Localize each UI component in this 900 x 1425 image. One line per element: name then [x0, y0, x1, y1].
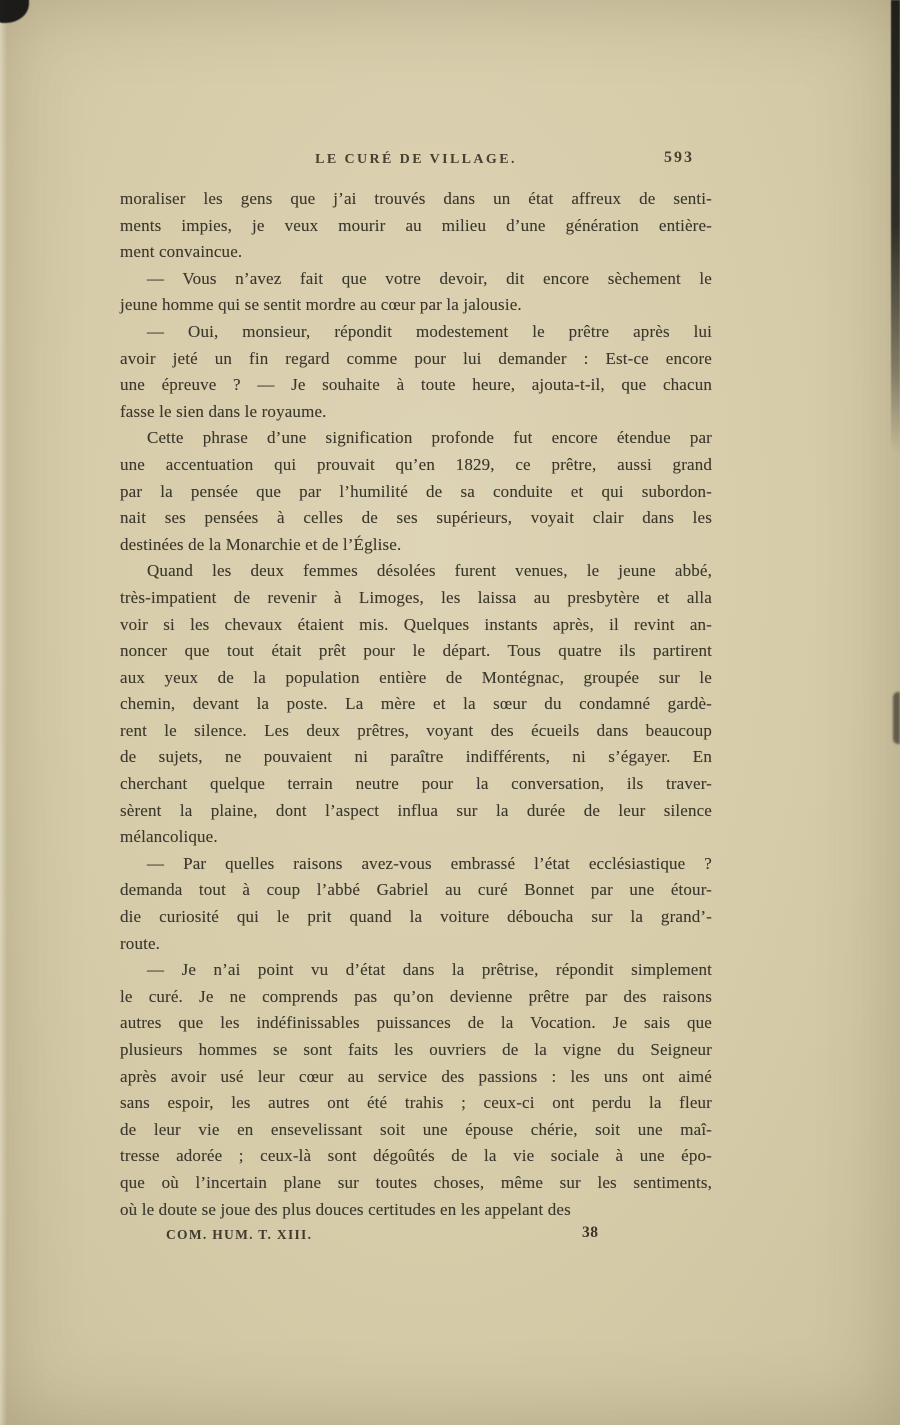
scan-artifact-top-left-corner — [0, 0, 29, 23]
text-line: Quand les deux femmes désolées furent venues, le jeune abbé, — [147, 561, 712, 581]
text-line: fasse le sien dans le royaume. — [120, 401, 327, 421]
paragraph — [120, 266, 712, 319]
text-line: — Vous n’avez fait que votre devoir, dit encore sèchement le — [147, 268, 712, 288]
running-header — [120, 150, 712, 172]
paragraph — [120, 851, 712, 957]
text-line: moraliser les gens que j’ai trouvés dans un état affreux de senti- — [120, 189, 712, 208]
scan-light-left-edge — [0, 0, 7, 1425]
text-line: jeune homme qui se sentit mordre au cœur par la jalousie. — [120, 295, 522, 315]
text-line: voir si les chevaux étaient mis. Quelques instants après, il revint an- — [120, 614, 712, 634]
scan-artifact-right-edge-middle — [893, 692, 900, 744]
text-line: mélancolique. — [120, 827, 218, 847]
page-number: 593 — [664, 149, 694, 166]
text-line: — Oui, monsieur, répondit modestement le prêtre après lui — [147, 321, 712, 341]
text-line: très-impatient de revenir à Limoges, les laissa au presbytère et alla — [120, 587, 712, 607]
text-line: — Par quelles raisons avez-vous embrassé l’état ecclésiastique ? — [147, 853, 712, 873]
paragraph — [120, 319, 712, 425]
running-title: LE CURÉ DE VILLAGE. — [315, 152, 517, 167]
paragraph — [120, 558, 712, 851]
text-line: le curé. Je ne comprends pas qu’on devienne prêtre par des raisons — [120, 986, 712, 1006]
text-line: par la pensée que par l’humilité de sa conduite et qui subordon- — [120, 481, 712, 501]
text-line: nait ses pensées à celles de ses supérieurs, voyait clair dans les — [120, 508, 712, 528]
text-line: de leur vie en ensevelissant soit une épouse chérie, soit une maî- — [120, 1119, 712, 1139]
text-line: cherchant quelque terrain neutre pour la conversation, ils traver- — [120, 774, 712, 794]
paragraph — [120, 957, 712, 1223]
text-line: aux yeux de la population entière de Montégnac, groupée sur le — [120, 667, 712, 687]
text-line: que où l’incertain plane sur toutes choses, même sur les sentiments, — [120, 1172, 712, 1192]
text-line: ments impies, je veux mourir au milieu d’une génération entière- — [120, 215, 712, 235]
text-line: tresse adorée ; ceux-là sont dégoûtés de la vie sociale à une épo- — [120, 1146, 712, 1166]
text-line: destinées de la Monarchie et de l’Église. — [120, 534, 402, 554]
text-line: sèrent la plaine, dont l’aspect influa sur la durée de leur silence — [120, 800, 712, 820]
text-line: de sujets, ne pouvaient ni paraître indifférents, ni s’égayer. En — [120, 747, 712, 767]
text-line: avoir jeté un fin regard comme pour lui demander : Est-ce encore — [120, 348, 712, 368]
scan-artifact-right-edge-top — [891, 0, 900, 452]
edition-signature: COM. HUM. T. XIII. — [166, 1227, 313, 1242]
text-block — [120, 186, 712, 1223]
text-line: noncer que tout était prêt pour le départ. Tous quatre ils partirent — [120, 641, 712, 661]
text-line: demanda tout à coup l’abbé Gabriel au curé Bonnet par une étour- — [120, 880, 712, 900]
text-line: rent le silence. Les deux prêtres, voyant des écueils dans beaucoup — [120, 720, 712, 740]
text-line: die curiosité qui le prit quand la voiture déboucha sur la grand’- — [120, 907, 712, 927]
sheet-number: 38 — [582, 1224, 599, 1241]
text-line: après avoir usé leur cœur au service des passions : les uns ont aimé — [120, 1066, 712, 1086]
text-line: — Je n’ai point vu d’état dans la prêtrise, répondit simplement — [147, 960, 712, 980]
text-line: une épreuve ? — Je souhaite à toute heure, ajouta-t-il, que chacun — [120, 375, 712, 395]
paragraph — [120, 186, 712, 266]
text-line: ment convaincue. — [120, 242, 243, 262]
text-line: Cette phrase d’une signification profonde fut encore étendue par — [147, 428, 712, 448]
paragraph — [120, 425, 712, 558]
text-line: plusieurs hommes se sont faits les ouvriers de la vigne du Seigneur — [120, 1040, 712, 1059]
text-line: chemin, devant la poste. La mère et la sœur du condamné gardè- — [120, 694, 712, 714]
text-line: route. — [120, 933, 161, 953]
text-line: sans espoir, les autres ont été trahis ; ceux-ci ont perdu la fleur — [120, 1093, 712, 1113]
text-line: une accentuation qui prouvait qu’en 1829, ce prêtre, aussi grand — [120, 454, 712, 474]
footer — [120, 1226, 712, 1248]
text-line: où le doute se joue des plus douces certitudes en les appelant des — [120, 1199, 571, 1219]
text-line: autres que les indéfinissables puissances de la Vocation. Je sais que — [120, 1013, 712, 1033]
